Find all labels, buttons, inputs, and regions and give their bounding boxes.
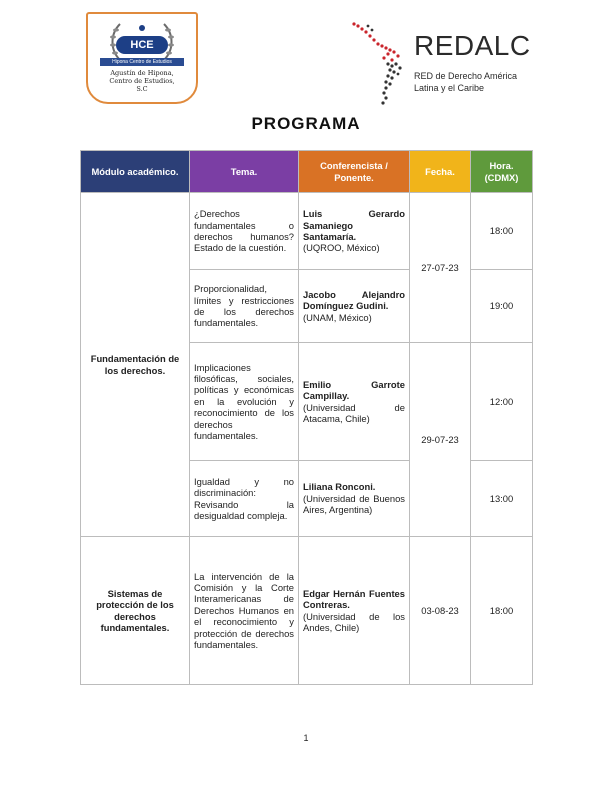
page-title: PROGRAMA <box>251 114 361 133</box>
hipona-logo <box>86 12 198 104</box>
header-topic: Tema. <box>190 151 299 193</box>
speaker-affiliation: (Universidad de Atacama, Chile) <box>303 401 405 424</box>
redalc-logo <box>348 18 548 108</box>
redalc-brand: REDALC <box>414 30 531 61</box>
hour-cell: 18:00 <box>471 537 533 685</box>
logo-ribbon: Hipona Centro de Estudios <box>100 58 184 66</box>
topic-cell: Implicaciones filosóficas, sociales, políticas y económicas en la evolución y reconocimiento de los derechos fundamentales. <box>190 343 299 461</box>
speaker-name: Liliana Ronconi. <box>303 481 376 493</box>
hour-cell: 12:00 <box>471 343 533 461</box>
program-table <box>80 150 533 685</box>
speaker-cell <box>299 537 410 685</box>
speaker-name: Edgar Hernán Fuentes Contreras. <box>303 587 405 611</box>
table-row <box>81 193 533 270</box>
speaker-cell <box>299 193 410 270</box>
date-cell: 27-07-23 <box>410 193 471 343</box>
header-hour: Hora. (CDMX) <box>471 151 533 193</box>
speaker-affiliation: (Universidad de Buenos Aires, Argentina) <box>303 492 405 516</box>
page-number: 1 <box>303 733 309 743</box>
topic-cell: ¿Derechos fundamentales o derechos humanos? Estado de la cuestión. <box>190 193 299 270</box>
speaker-name: Emilio Garrote Campillay. <box>303 378 405 402</box>
speaker-cell <box>299 270 410 343</box>
hour-cell: 18:00 <box>471 193 533 270</box>
latin-america-map-icon <box>348 18 418 108</box>
table-header-row <box>81 151 533 193</box>
logo-subtitle: Agustín de Hipona, Centro de Estudios, S.C <box>109 69 175 93</box>
module-cell: Sistemas de protección de los derechos fundamentales. <box>81 537 190 685</box>
date-cell: 03-08-23 <box>410 537 471 685</box>
date-cell: 29-07-23 <box>410 343 471 537</box>
speaker-affiliation: (UNAM, México) <box>303 311 372 323</box>
header-date: Fecha. <box>410 151 471 193</box>
header-speaker: Conferencista / Ponente. <box>299 151 410 193</box>
topic-cell: Igualdad y no discriminación: Revisando la desigualdad compleja. <box>190 461 299 537</box>
hour-cell: 13:00 <box>471 461 533 537</box>
topic-cell: La intervención de la Comisión y la Corte Interamericanas de Derechos Humanos en el reconocimiento y protección de derechos fundamentales. <box>190 537 299 685</box>
topic-cell: Proporcionalidad, límites y restricciones de los derechos fundamentales. <box>190 270 299 343</box>
speaker-affiliation: (UQROO, México) <box>303 242 380 254</box>
speaker-affiliation: (Universidad de los Andes, Chile) <box>303 610 405 633</box>
logo-initials: HCE <box>116 36 168 54</box>
module-cell: Fundamentación de los derechos. <box>81 193 190 537</box>
speaker-cell <box>299 343 410 461</box>
speaker-name: Luis Gerardo Samaniego Santamaría. <box>303 208 405 242</box>
table-row <box>81 537 533 685</box>
speaker-name: Jacobo Alejandro Domínguez Gudini. <box>303 288 405 312</box>
header-module: Módulo académico. <box>81 151 190 193</box>
hour-cell: 19:00 <box>471 270 533 343</box>
speaker-cell <box>299 461 410 537</box>
redalc-tagline: RED de Derecho América Latina y el Caribe <box>414 71 518 93</box>
